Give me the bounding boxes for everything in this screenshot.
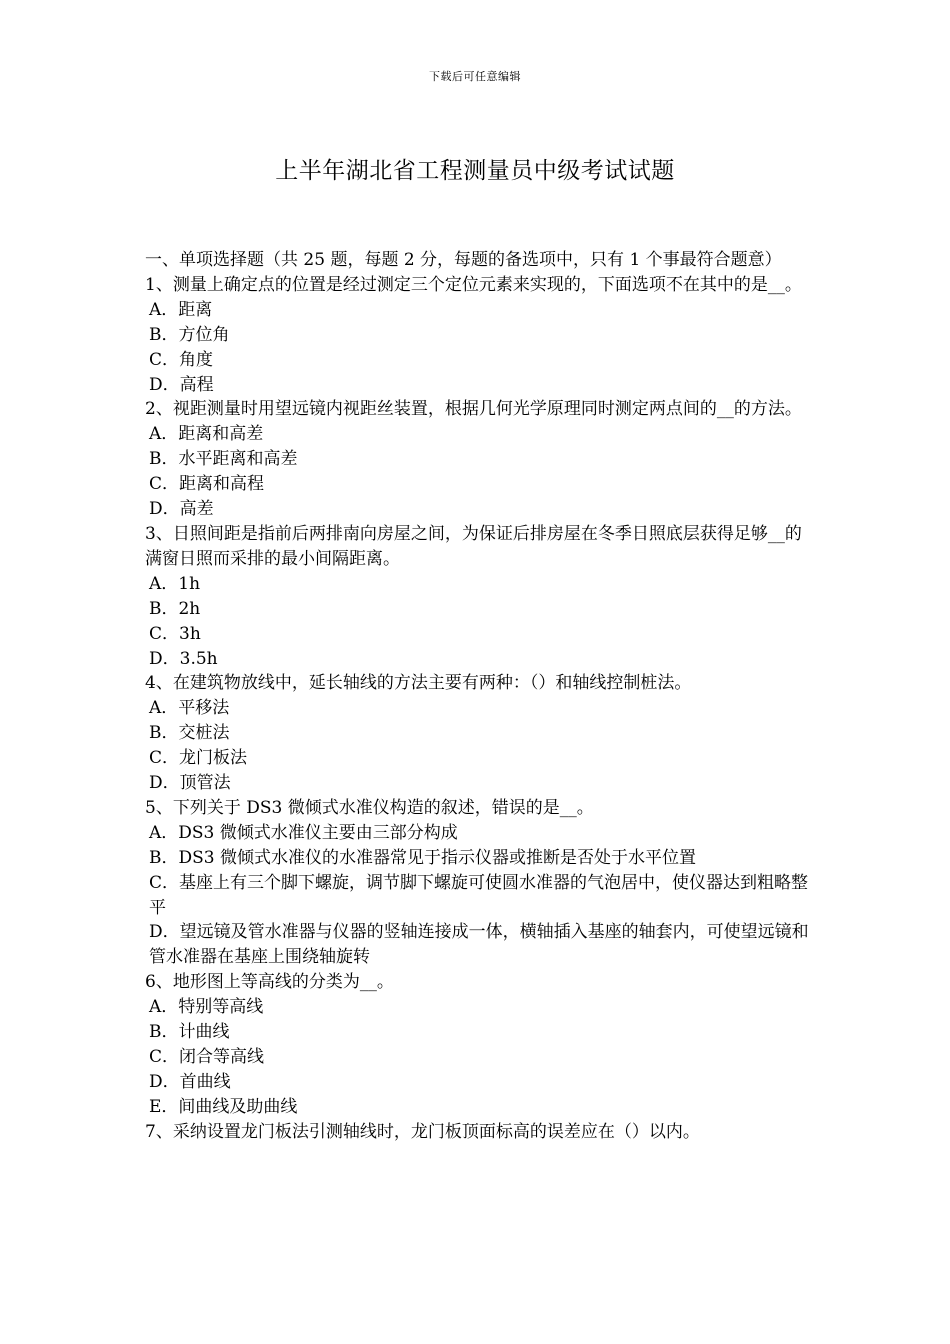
question-stem: 2、视距测量时用望远镜内视距丝装置，根据几何光学原理同时测定两点间的__的方法。 (145, 399, 802, 420)
question-stem: 6、地形图上等高线的分类为__。 (145, 972, 394, 993)
option-b: B．方位角 (149, 324, 230, 345)
question-4 (145, 671, 810, 796)
option-d: D．高程 (149, 374, 214, 395)
question-1 (145, 273, 810, 398)
document-title: 上半年湖北省工程测量员中级考试试题 (275, 158, 675, 184)
option-c: C．闭合等高线 (149, 1047, 265, 1067)
option-a: A．距离和高差 (149, 424, 264, 445)
exam-body (145, 248, 810, 1145)
question-stem: 5、下列关于 DS3 微倾式水准仪构造的叙述，错误的是__。 (145, 797, 594, 818)
option-d: D．首曲线 (149, 1071, 231, 1092)
option-c: C．距离和高程 (149, 474, 265, 495)
option-c: C．3h (149, 623, 201, 644)
question-3 (145, 522, 810, 671)
option-a: A．平移法 (149, 698, 230, 719)
question-stem: 7、采纳设置龙门板法引测轴线时，龙门板顶面标高的误差应在（）以内。 (145, 1121, 700, 1142)
option-d: D．望远镜及管水准器与仪器的竖轴连接成一体，横轴插入基座的轴套内，可使望远镜和管水准器在基座上围绕轴旋转 (149, 922, 809, 968)
option-e: E．间曲线及助曲线 (149, 1096, 298, 1117)
header-note: 下载后可任意编辑 (429, 70, 521, 83)
section-heading: 一、单项选择题（共 25 题，每题 2 分，每题的备选项中，只有 1 个事最符合题意） (145, 250, 782, 270)
option-a: A．特别等高线 (149, 997, 264, 1018)
option-c: C．角度 (149, 349, 214, 370)
question-6 (145, 970, 810, 1119)
option-a: A．DS3 微倾式水准仪主要由三部分构成 (149, 822, 458, 843)
option-b: B．2h (149, 598, 201, 619)
option-d: D．3.5h (149, 648, 218, 669)
option-d: D．高差 (149, 499, 214, 520)
question-stem: 4、在建筑物放线中，延长轴线的方法主要有两种：（）和轴线控制桩法。 (145, 673, 692, 694)
option-b: B．水平距离和高差 (149, 449, 298, 470)
option-c: C．龙门板法 (149, 748, 248, 769)
question-2 (145, 397, 810, 522)
question-stem: 1、测量上确定点的位置是经过测定三个定位元素来实现的，下面选项不在其中的是__。 (145, 274, 802, 295)
option-a: A．1h (149, 573, 201, 594)
option-c: C．基座上有三个脚下螺旋，调节脚下螺旋可使圆水准器的气泡居中，使仪器达到粗略整平 (149, 872, 809, 918)
option-a: A．距离 (149, 299, 213, 320)
option-b: B．交桩法 (149, 723, 230, 744)
option-b: B．DS3 微倾式水准仪的水准器常见于指示仪器或推断是否处于水平位置 (149, 847, 696, 868)
option-d: D．顶管法 (149, 773, 231, 794)
option-b: B．计曲线 (149, 1022, 230, 1043)
question-5 (145, 796, 810, 970)
question-7 (145, 1120, 810, 1145)
question-stem: 3、日照间距是指前后两排南向房屋之间，为保证后排房屋在冬季日照底层获得足够__的满窗日照而采排的最小间隔距离。 (145, 523, 802, 569)
